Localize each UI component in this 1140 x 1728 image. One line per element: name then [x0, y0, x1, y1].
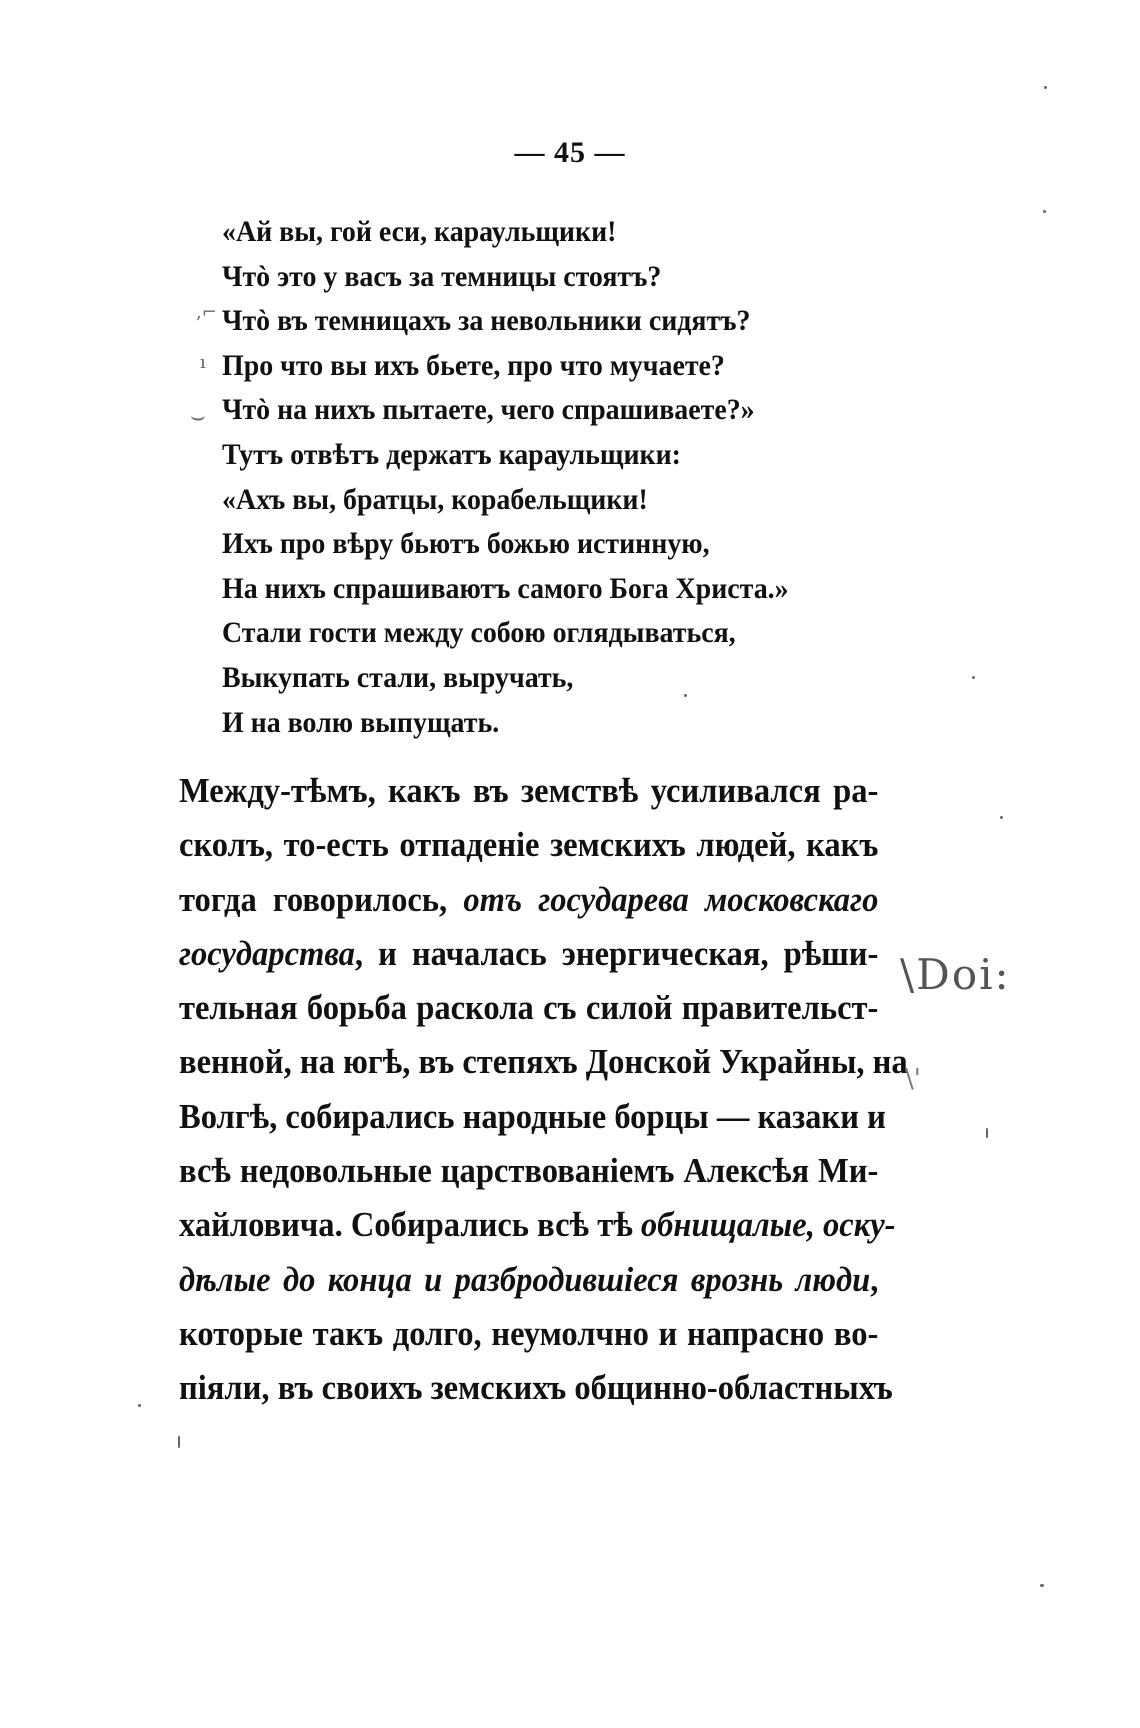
prose-text-run: Волгѣ, собирались народные борцы — казаки и [179, 1096, 886, 1136]
paper-speck [986, 1128, 988, 1138]
paper-speck [178, 1436, 180, 1448]
prose-line [179, 1035, 908, 1089]
verse-line: Ихъ про вѣру бьютъ божью истинную, [222, 527, 710, 561]
prose-line [179, 927, 878, 981]
verse-line: «Ай вы, гой еси, караульщики! [222, 215, 617, 248]
verse-line: Стали гости между собою оглядываться, [222, 616, 736, 650]
prose-line [179, 1361, 893, 1415]
verse-line: На нихъ спрашиваютъ самого Бога Христа.» [222, 571, 789, 605]
prose-text-run: Между-тѣмъ, какъ въ земствѣ усиливался ра- [179, 771, 879, 810]
paper-speck [1000, 816, 1003, 819]
paper-speck [684, 694, 687, 697]
margin-pencil-mark: ⌣ [190, 402, 206, 430]
prose-line [179, 873, 878, 927]
prose-line [179, 1144, 878, 1198]
prose-line [179, 981, 878, 1035]
verse-line: Про что вы ихъ бьете, про что мучаете? [222, 348, 725, 382]
prose-line [179, 1307, 878, 1361]
verse-line: Чтò это у васъ за темницы стоятъ? [222, 259, 662, 293]
verse-line: Выкупать стали, выручать, [222, 660, 574, 694]
prose-line [179, 764, 878, 818]
verse-line: Чтò въ темницахъ за невольники сидятъ? [222, 304, 751, 338]
paper-speck [972, 676, 975, 679]
margin-handwritten-annotation: \' [905, 1064, 921, 1094]
page-number: — 45 — [514, 136, 626, 169]
paper-speck [138, 1404, 141, 1407]
prose-text-run: хайловича. Собирались всѣ тѣ [179, 1205, 641, 1245]
verse-line: Чтò на нихъ пытаете, чего спрашиваете?» [222, 393, 755, 427]
prose-italic-run: отъ государева московскаго [463, 879, 879, 919]
margin-pencil-mark: ,⌐ [196, 302, 217, 323]
prose-text-run: сколъ, то-есть отпаденіе земскихъ людей, какъ [179, 825, 879, 865]
paper-speck [1044, 86, 1047, 89]
paper-speck [1040, 1584, 1044, 1587]
prose-line [179, 1090, 886, 1144]
verse-line: Тутъ отвѣтъ держатъ караульщики: [222, 437, 681, 471]
prose-italic-run: обнищалые, оску- [640, 1205, 896, 1245]
prose-line [179, 1253, 878, 1307]
prose-text-run: піяли, въ своихъ земскихъ общинно-областныхъ [179, 1368, 893, 1408]
prose-text-run: всѣ недовольные царствованіемъ Алексѣя Ми- [179, 1151, 879, 1191]
prose-text-run: , [870, 1259, 879, 1299]
verse-line: И на волю выпущать. [222, 705, 500, 739]
margin-handwritten-annotation: \Doi: [900, 950, 1011, 999]
prose-text-run: которые такъ долго, неумолчно и напрасно во- [179, 1313, 879, 1353]
prose-text-run: тельная борьба раскола съ силой правительст- [179, 988, 879, 1028]
paper-speck [1043, 210, 1046, 213]
prose-line [179, 1198, 896, 1252]
prose-line [179, 818, 878, 872]
prose-italic-run: дѣлые до конца и разбродившіеся врознь люди [179, 1259, 871, 1299]
prose-italic-run: государства [179, 933, 355, 973]
verse-block [222, 210, 862, 745]
prose-text-run: , и началась энергическая, рѣши- [354, 933, 879, 973]
prose-text-run: венной, на югѣ, въ степяхъ Донской Украйны, на [179, 1042, 908, 1082]
verse-line: «Ахъ вы, братцы, корабельщики! [222, 482, 648, 516]
prose-paragraph [179, 764, 908, 1416]
margin-pencil-mark: ı [200, 352, 206, 373]
prose-text-run: тогда говорилось, [179, 879, 464, 919]
